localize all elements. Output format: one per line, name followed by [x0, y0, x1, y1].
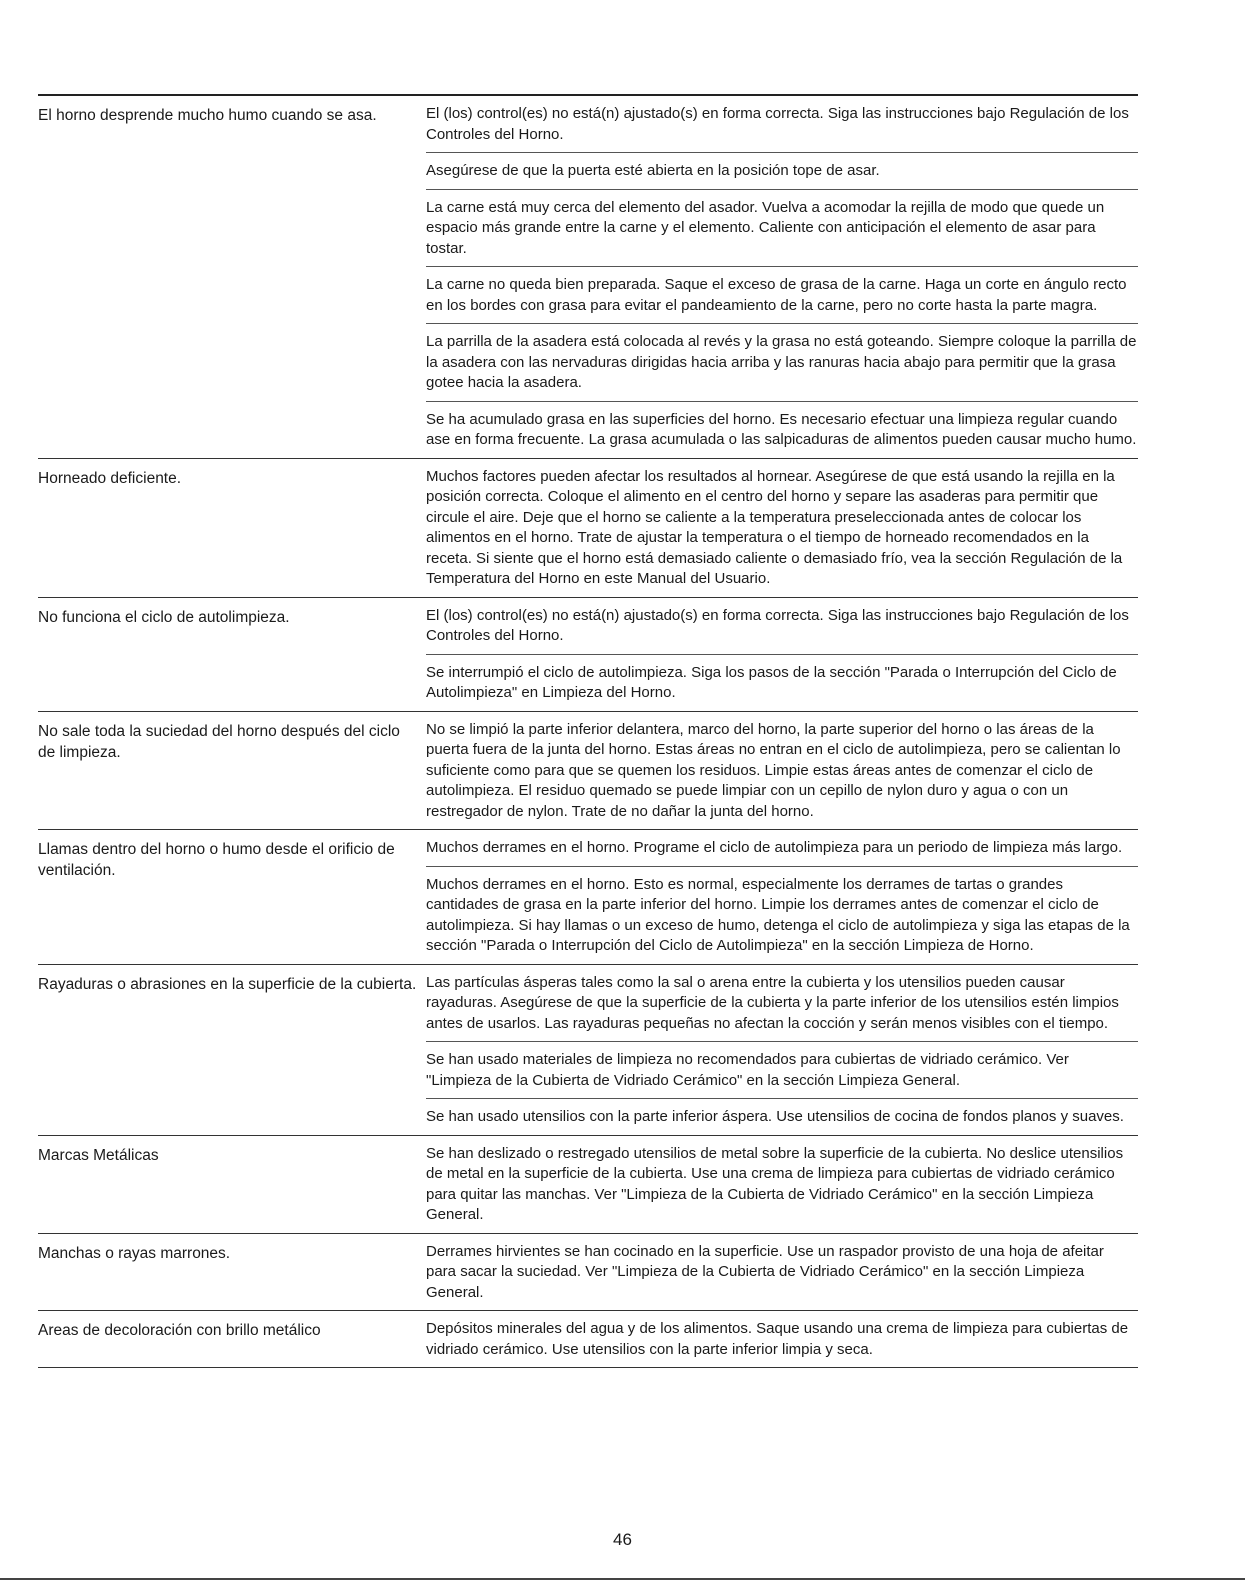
solution-text: No se limpió la parte inferior delantera, marco del horno, la parte superior del horno o las áreas de la puerta fuera de la junta del horno. Estas áreas no entran en el ciclo de autolimpieza, pero se calientan lo suficiente como para que se quemen los residuos. Limpie estas áreas antes de comenzar el ciclo de autolimpieza. El residuo quemado se puede limpiar con un cepillo de nylon duro y agua o con un restregador de nylon. Trate de no dañar la junta del horno.	[426, 720, 1121, 820]
problem-cell: No sale toda la suciedad del horno después del ciclo de limpieza.	[38, 722, 400, 761]
solution-text: Se han usado utensilios con la parte inferior áspera. Use utensilios de cocina de fondos planos y suaves.	[426, 1108, 1124, 1125]
solutions-cell	[426, 712, 1138, 830]
solution-text: Las partículas ásperas tales como la sal o arena entre la cubierta y los utensilios pueden causar rayaduras. Asegúrese de que la superficie de la cubierta y la parte inferior de los utensilios estén limpios antes de usarlos. Las rayaduras pequeñas no afectan la cocción y serán menos visibles con el tiempo.	[426, 965, 1138, 1043]
solution-text: Asegúrese de que la puerta esté abierta en la posición tope de asar.	[426, 153, 1138, 190]
page-number: 46	[613, 1530, 632, 1549]
solutions-cell	[426, 1234, 1138, 1311]
solutions-cell	[426, 830, 1138, 964]
solution-text: Se ha acumulado grasa en las superficies del horno. Es necesario efectuar una limpieza regular cuando ase en forma frecuente. La grasa acumulada o las salpicaduras de alimentos pueden causar mucho humo.	[426, 410, 1137, 448]
problem-cell: No funciona el ciclo de autolimpieza.	[38, 608, 290, 626]
problem-cell: Rayaduras o abrasiones en la superficie de la cubierta.	[38, 975, 417, 993]
solution-text: La carne está muy cerca del elemento del asador. Vuelva a acomodar la rejilla de modo que quede un espacio más grande entre la carne y el elemento. Caliente con anticipación el elemento de asar para tostar.	[426, 190, 1138, 268]
problem-cell: Areas de decoloración con brillo metálico	[38, 1322, 321, 1339]
solution-text: Derrames hirvientes se han cocinado en la superficie. Use un raspador provisto de una hoja de afeitar para sacar la suciedad. Ver "Limpieza de la Cubierta de Vidriado Cerámico" en la sección Limpieza General.	[426, 1242, 1104, 1301]
solutions-cell	[426, 965, 1138, 1135]
table-row	[38, 96, 1138, 459]
table-body	[38, 96, 1138, 1368]
table-row	[38, 965, 1138, 1136]
solutions-cell	[426, 1136, 1138, 1233]
bottom-rule	[0, 1578, 1245, 1580]
table-row	[38, 1234, 1138, 1312]
table-row	[38, 712, 1138, 831]
problem-cell: Horneado deficiente.	[38, 469, 182, 487]
solutions-cell	[426, 1311, 1138, 1367]
solution-text: El (los) control(es) no está(n) ajustado(s) en forma correcta. Siga las instrucciones bajo Regulación de los Controles del Horno.	[426, 96, 1138, 153]
table-row	[38, 1136, 1138, 1234]
solution-text: Muchos factores pueden afectar los resultados al hornear. Asegúrese de que está usando la rejilla en la posición correcta. Coloque el alimento en el centro del horno y separe las asaderas para permitir que circule el aire. Deje que el horno se caliente a la temperatura preseleccionada antes de colocar los alimentos en el horno. Trate de ajustar la temperatura o el tiempo de horneado recomendados en la receta. Si siente que el horno está demasiado caliente o demasiado frío, vea la sección Regulación de la Temperatura del Horno en este Manual del Usuario.	[426, 467, 1123, 587]
solution-text: Se interrumpió el ciclo de autolimpieza. Siga los pasos de la sección "Parada o Interrupción del Ciclo de Autolimpieza" en Limpieza del Horno.	[426, 663, 1117, 701]
table-row	[38, 459, 1138, 598]
solutions-cell	[426, 598, 1138, 711]
problem-cell: Marcas Metálicas	[38, 1146, 159, 1164]
troubleshooting-table	[38, 94, 1138, 1368]
problem-cell: Manchas o rayas marrones.	[38, 1244, 231, 1262]
solution-text: Muchos derrames en el horno. Esto es normal, especialmente los derrames de tartas o grandes cantidades de grasa en la parte inferior del horno. Limpie los derrames antes de comenzar el ciclo de autolimpieza. Si hay llamas o un exceso de humo, detenga el ciclo de autolimpieza y siga las etapas de la sección "Parada o Interrupción del Ciclo de Autolimpieza" en la sección Limpieza de Horno.	[426, 875, 1130, 954]
table-row	[38, 830, 1138, 965]
solutions-cell	[426, 459, 1138, 597]
table-row	[38, 1311, 1138, 1368]
solution-text: La carne no queda bien preparada. Saque el exceso de grasa de la carne. Haga un corte en ángulo recto en los bordes con grasa para evitar el pandeamiento de la carne, pero no corte hasta la parte magra.	[426, 267, 1138, 324]
problem-cell: Llamas dentro del horno o humo desde el orificio de ventilación.	[38, 841, 395, 879]
solution-text: Se han usado materiales de limpieza no recomendados para cubiertas de vidriado cerámico. Ver "Limpieza de la Cubierta de Vidriado Cerámico" en la sección Limpieza General.	[426, 1042, 1138, 1099]
solution-text: La parrilla de la asadera está colocada al revés y la grasa no está goteando. Siempre coloque la parrilla de la asadera con las nervaduras dirigidas hacia arriba y las ranuras hacia abajo para permitir que la grasa gotee hacia la asadera.	[426, 324, 1138, 402]
table-row	[38, 598, 1138, 712]
solution-text: Muchos derrames en el horno. Programe el ciclo de autolimpieza para un periodo de limpieza más largo.	[426, 830, 1138, 867]
solution-text: El (los) control(es) no está(n) ajustado(s) en forma correcta. Siga las instrucciones bajo Regulación de los Controles del Horno.	[426, 598, 1138, 655]
problem-cell: El horno desprende mucho humo cuando se asa.	[38, 107, 377, 124]
solution-text: Se han deslizado o restregado utensilios de metal sobre la superficie de la cubierta. No deslice utensilios de metal en la superficie de la cubierta. Use una crema de limpieza para cubiertas de vidriado cerámico para quitar las manchas. Ver "Limpieza de la Cubierta de Vidriado Cerámico" en la sección Limpieza General.	[426, 1144, 1124, 1223]
solutions-cell	[426, 96, 1138, 458]
solution-text: Depósitos minerales del agua y de los alimentos. Saque usando una crema de limpieza para cubiertas de vidriado cerámico. Use utensilios con la parte inferior limpia y seca.	[426, 1320, 1129, 1358]
